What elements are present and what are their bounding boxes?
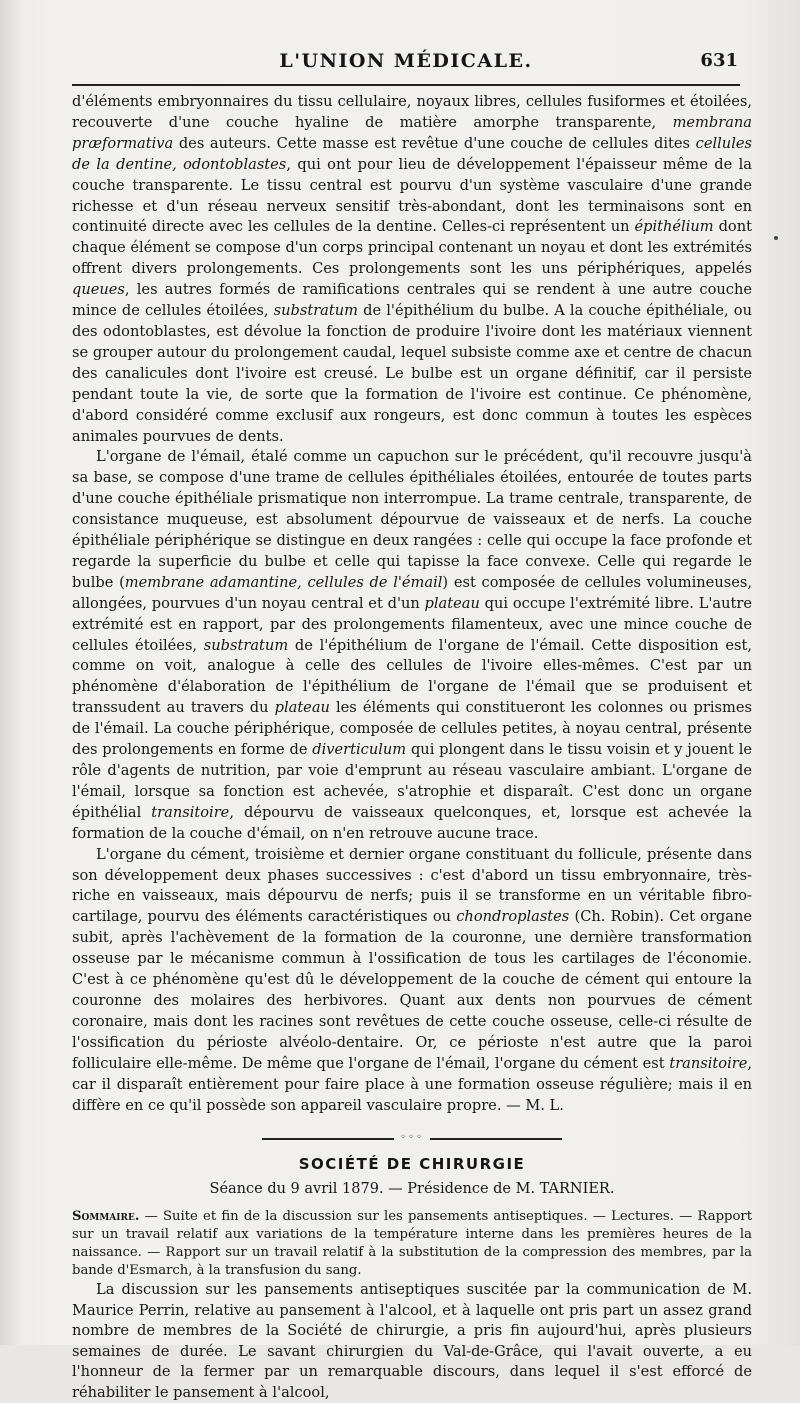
section-title: SOCIÉTÉ DE CHIRURGIE	[298, 1155, 526, 1174]
page-header	[72, 48, 740, 84]
section-divider	[262, 1134, 562, 1144]
text-run: , dépourvu de vaisseaux quelconques, et, lorsque est achevée la formation de la couche d'émail, on n'en retrouve aucune trace.	[72, 803, 752, 842]
text-run: de l'épithélium de l'organe de l'émail. Cette disposition est, comme on voit, analogue à celle des cellules de l'ivoire elles-mêmes. C'est par un phénomène d'élaboration de l'épithélium de l'organe de l'émail que se produisent et transsudent au travers du	[72, 636, 752, 717]
paragraph-discussion: La discussion sur les pansements antiseptiques suscitée par la communication de M. Maurice Perrin, relative au pansement à l'alcool, et à laquelle ont pris part un assez grand nombre de membres de la Société de chirurgie, a pris fin aujourd'hui, après plusieurs semaines de durée. Le savant chirurgien du Val-de-Grâce, qui l'avait ouverte, a eu l'honneur de la fermer par un remarquable discours, dans lequel il s'est efforcé de réhabiliter le pansement à l'alcool,	[72, 1281, 752, 1401]
italic-term: queues	[72, 281, 125, 299]
text-run: de l'épithélium du bulbe. A la couche épithéliale, ou des odontoblastes, est dévolue la fonction de produire l'ivoire dont les matériaux viennent se grouper autour du prolongement caudal, lequel subsiste comme axe et centre de chacun des canalicules dont l'ivoire est creusé. Le bulbe est un organe définitif, car il persiste pendant toute la vie, de sorte que la formation de l'ivoire est continue. Ce phénomène, d'abord considéré comme exclusif aux rongeurs, est donc commun à toutes les espèces animales pourvues de dents.	[72, 302, 752, 445]
session-line: Séance du 9 avril 1879. — Présidence de M. TARNIER.	[209, 1181, 615, 1198]
text-run: , car il disparaît entièrement pour faire place à une formation osseuse régulière; mais il en diffère en ce qu'il possède son appareil vasculaire propre. — M. L.	[72, 1054, 752, 1114]
text-run: L'organe du cément, troisième et dernier organe constituant du follicule, présente dans son développement deux phases successives : c'est d'abord un tissu embryonnaire, très-riche en vaisseaux, mais dépourvu de nerfs; puis il se transforme en un véritable fibro-cartilage, pourvu des éléments caractéristiques ou	[72, 845, 752, 926]
text-run: (Ch. Robin). Cet organe subit, après l'achèvement de la formation de la couronne, une dernière transformation osseuse par le mécanisme commun à l'ossification de tous les cartilages de l'économie. C'est à ce phénomène qu'est dû le développement de la couche de cément qui entoure la couronne des molaires des herbivores. Quant aux dents non pourvues de cément coronaire, mais dont les racines sont revêtues de cette couche osseuse, celle-ci résulte de l'ossification du périoste alvéolo-dentaire. Or, ce périoste n'est autre que la paroi folliculaire elle-même. De même que l'organe de l'émail, l'organe du cément est	[72, 908, 752, 1072]
margin-speck	[774, 236, 778, 240]
text-run: , les autres formés de ramifications centrales qui se rendent à une autre couche mince de cellules étoilées,	[72, 281, 752, 320]
italic-term: transitoire	[669, 1054, 748, 1072]
paragraph-bulbe	[72, 92, 752, 447]
italic-term: transitoire	[151, 803, 230, 821]
italic-term: chondroplastes	[456, 908, 570, 926]
italic-term: substratum	[273, 302, 358, 320]
article-body	[72, 92, 752, 1403]
divider-ornament: ◦◦◦	[394, 1132, 430, 1144]
header-rule	[72, 84, 740, 86]
italic-term: diverticulum	[312, 741, 407, 759]
text-run: qui occupe l'extrémité libre. L'autre extrémité est en rapport, par des prolongements filamenteux, avec une mince couche de cellules étoilées,	[72, 594, 752, 654]
text-run: dont chaque élément se compose d'un corps principal contenant un noyau et dont les extrémités offrent divers prolongements. Ces prolongements sont les uns périphériques, appelés	[72, 218, 752, 278]
italic-term: membrana præformativa	[72, 113, 752, 152]
text-run: , qui ont pour lieu de développement l'épaisseur même de la couche transparente. Le tissu central est pourvu d'un système vasculaire d'une grande richesse et d'un réseau nerveux sensitif très-abondant, dont les terminaisons sont en continuité directe avec les cellules de la dentine. Celles-ci représentent un	[72, 155, 752, 236]
session-summary	[72, 1208, 752, 1280]
italic-term: plateau	[424, 594, 480, 612]
text-run: qui plongent dans le tissu voisin et y jouent le rôle d'agents de nutrition, par voie d'emprunt au réseau vasculaire ambiant. L'organe de l'émail, lorsque sa fonction est achevée, s'atrophie et disparaît. C'est donc un organe épithélial	[72, 741, 753, 821]
italic-term: plateau	[274, 699, 330, 717]
summary-label: Sommaire.	[72, 1209, 140, 1225]
text-run: L'organe de l'émail, étalé comme un capuchon sur le précédent, qu'il recouvre jusqu'à sa base, se compose d'une trame de cellules épithéliales étoilées, entourée de toutes parts d'une couche épithéliale prismatique non interrompue. La trame centrale, transparente, de consistance muqueuse, est absolument dépourvue de vaisseaux et de nerfs. La couche épithéliale périphérique se distingue en deux rangées : celle qui occupe la face profonde et regarde la superficie du bulbe et celle qui tapisse la face convexe. Celle qui regarde le bulbe (	[72, 448, 752, 591]
summary-text: — Suite et fin de la discussion sur les pansements antiseptiques. — Lectures. — Rapport sur un travail relatif aux variations de la température interne dans les premières heures de la naissance. — Rapport sur un travail relatif à la substitution de la compression des membres, par la bande d'Esmarch, à la transfusion du sang.	[72, 1209, 752, 1279]
page-number: 631	[700, 50, 738, 71]
italic-term: épithélium	[634, 218, 714, 236]
running-title: L'UNION MÉDICALE.	[279, 50, 533, 72]
text-run: d'éléments embryonnaires du tissu cellulaire, noyaux libres, cellules fusiformes et étoilées, recouverte d'une couche hyaline de matière amorphe transparente,	[72, 93, 752, 131]
paragraph-organe-email	[72, 447, 752, 844]
italic-term: substratum	[203, 636, 289, 654]
italic-term: membrane adamantine, cellules de l'émail	[124, 573, 443, 591]
paragraph-organe-cement	[72, 845, 752, 1117]
text-run: des auteurs. Cette masse est revêtue d'une couche de cellules dites	[173, 134, 696, 152]
italic-term: cellules de la dentine, odontoblastes	[72, 134, 752, 173]
text-run: ) est composée de cellules volumineuses, allongées, pourvues d'un noyau central et d'un	[72, 573, 752, 612]
text-run: les éléments qui constitueront les colonnes ou prismes de l'émail. La couche périphérique, composée de cellules petites, à noyau central, présente des prolongements en forme de	[72, 699, 752, 759]
